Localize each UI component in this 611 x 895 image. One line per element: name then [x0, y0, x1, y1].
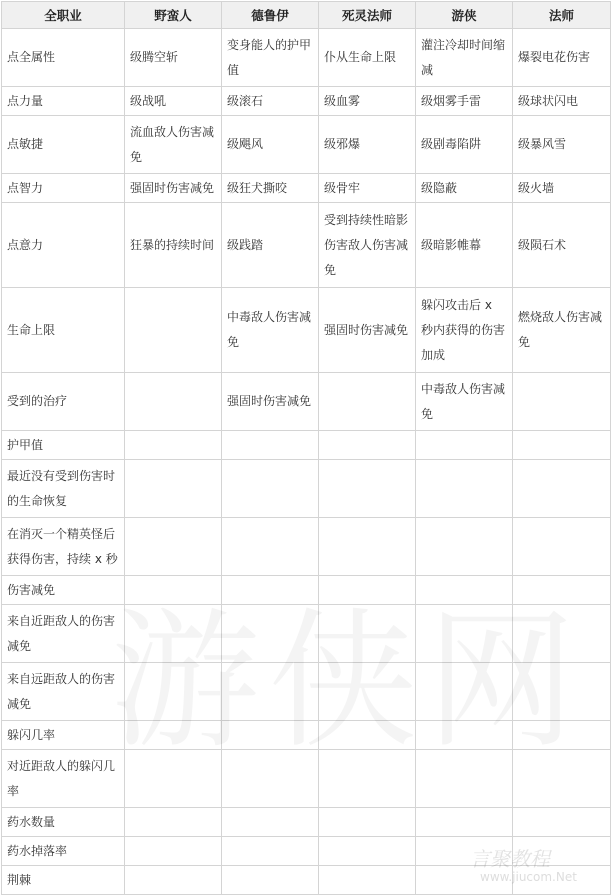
table-cell: 级火墙: [513, 174, 611, 203]
table-cell: [416, 866, 513, 895]
table-cell: [319, 431, 416, 460]
row-label-cell: 躲闪几率: [2, 721, 125, 750]
table-cell: [513, 373, 611, 431]
header-necromancer: 死灵法师: [319, 2, 416, 29]
header-all-classes: 全职业: [2, 2, 125, 29]
table-cell: 级剧毒陷阱: [416, 116, 513, 174]
table-row: [2, 866, 611, 895]
table-cell: [513, 721, 611, 750]
table-cell: [222, 431, 319, 460]
table-cell: [513, 518, 611, 576]
table-cell: [319, 460, 416, 518]
row-label-cell: 在消灭一个精英怪后获得伤害，持续 x 秒: [2, 518, 125, 576]
table-cell: [319, 721, 416, 750]
table-cell: [222, 663, 319, 721]
table-cell: [513, 576, 611, 605]
table-cell: [319, 576, 416, 605]
row-label-cell: 对近距敌人的躲闪几率: [2, 750, 125, 808]
table-cell: [416, 460, 513, 518]
table-row: [2, 431, 611, 460]
row-label-cell: 来自远距敌人的伤害减免: [2, 663, 125, 721]
table-cell: [222, 750, 319, 808]
table-cell: [416, 605, 513, 663]
table-cell: 中毒敌人伤害减免: [416, 373, 513, 431]
table-row: [2, 721, 611, 750]
row-label-cell: 点力量: [2, 87, 125, 116]
table-cell: [222, 808, 319, 837]
table-cell: [513, 808, 611, 837]
table-cell: 级践踏: [222, 203, 319, 288]
table-row: [2, 837, 611, 866]
row-label-cell: 荆棘: [2, 866, 125, 895]
row-label-cell: 伤害减免: [2, 576, 125, 605]
table-cell: [125, 721, 222, 750]
table-cell: [125, 808, 222, 837]
table-cell: [125, 837, 222, 866]
table-cell: [125, 866, 222, 895]
stats-table: [1, 1, 611, 895]
table-row: [2, 663, 611, 721]
table-cell: [125, 663, 222, 721]
table-header-row: [2, 2, 611, 29]
table-row: [2, 373, 611, 431]
table-cell: 级暗影帷幕: [416, 203, 513, 288]
header-sorcerer: 法师: [513, 2, 611, 29]
table-cell: [416, 576, 513, 605]
table-cell: 级陨石术: [513, 203, 611, 288]
table-cell: 级狂犬撕咬: [222, 174, 319, 203]
table-cell: [416, 663, 513, 721]
table-cell: 受到持续性暗影伤害敌人伤害减免: [319, 203, 416, 288]
watermark-url: www.jiucom.Net: [480, 870, 577, 884]
table-cell: 级暴风雪: [513, 116, 611, 174]
table-row: [2, 174, 611, 203]
table-cell: [416, 837, 513, 866]
row-label-cell: 点全属性: [2, 29, 125, 87]
table-cell: [222, 518, 319, 576]
table-cell: 狂暴的持续时间: [125, 203, 222, 288]
row-label-cell: 点敏捷: [2, 116, 125, 174]
row-label-cell: 来自近距敌人的伤害减免: [2, 605, 125, 663]
table-row: [2, 605, 611, 663]
table-cell: [513, 750, 611, 808]
header-barbarian: 野蛮人: [125, 2, 222, 29]
row-label-cell: 药水数量: [2, 808, 125, 837]
table-row: [2, 203, 611, 288]
table-cell: [319, 663, 416, 721]
table-cell: [513, 866, 611, 895]
table-cell: [222, 837, 319, 866]
table-cell: [319, 605, 416, 663]
row-label-cell: 药水掉落率: [2, 837, 125, 866]
table-cell: 级滚石: [222, 87, 319, 116]
table-cell: [125, 605, 222, 663]
table-cell: [416, 431, 513, 460]
table-cell: [319, 837, 416, 866]
table-cell: [416, 721, 513, 750]
table-cell: [125, 460, 222, 518]
header-rogue: 游侠: [416, 2, 513, 29]
table-cell: 灌注冷却时间缩减: [416, 29, 513, 87]
table-cell: 级邪爆: [319, 116, 416, 174]
table-body: [2, 29, 611, 895]
row-label-cell: 受到的治疗: [2, 373, 125, 431]
table-cell: 强固时伤害减免: [319, 288, 416, 373]
table-cell: [125, 431, 222, 460]
header-druid: 德鲁伊: [222, 2, 319, 29]
table-cell: [222, 460, 319, 518]
table-cell: [125, 576, 222, 605]
table-row: [2, 518, 611, 576]
table-row: [2, 808, 611, 837]
table-cell: 强固时伤害减免: [222, 373, 319, 431]
table-cell: 级隐蔽: [416, 174, 513, 203]
table-cell: [125, 373, 222, 431]
table-cell: [222, 605, 319, 663]
table-cell: [319, 518, 416, 576]
table-cell: 仆从生命上限: [319, 29, 416, 87]
row-label-cell: 生命上限: [2, 288, 125, 373]
table-cell: [222, 576, 319, 605]
table-cell: [319, 866, 416, 895]
table-cell: [319, 750, 416, 808]
table-cell: 级战吼: [125, 87, 222, 116]
table-cell: [513, 431, 611, 460]
table-cell: 级烟雾手雷: [416, 87, 513, 116]
table-cell: [416, 808, 513, 837]
row-label-cell: 点意力: [2, 203, 125, 288]
row-label-cell: 点智力: [2, 174, 125, 203]
table-row: [2, 87, 611, 116]
table-cell: 燃烧敌人伤害减免: [513, 288, 611, 373]
table-cell: 中毒敌人伤害减免: [222, 288, 319, 373]
table-cell: [513, 460, 611, 518]
table-cell: [125, 518, 222, 576]
table-cell: [416, 750, 513, 808]
table-cell: 级腾空斩: [125, 29, 222, 87]
table-cell: 级飓风: [222, 116, 319, 174]
table-cell: 级骨牢: [319, 174, 416, 203]
table-cell: 流血敌人伤害减免: [125, 116, 222, 174]
table-row: [2, 29, 611, 87]
table-row: [2, 750, 611, 808]
table-cell: [513, 837, 611, 866]
table-row: [2, 576, 611, 605]
table-row: [2, 288, 611, 373]
table-cell: [222, 721, 319, 750]
table-cell: 躲闪攻击后 x 秒内获得的伤害加成: [416, 288, 513, 373]
row-label-cell: 护甲值: [2, 431, 125, 460]
table-cell: [222, 866, 319, 895]
table-cell: 级血雾: [319, 87, 416, 116]
table-cell: 变身能人的护甲值: [222, 29, 319, 87]
table-row: [2, 460, 611, 518]
table-cell: 强固时伤害减免: [125, 174, 222, 203]
table-row: [2, 116, 611, 174]
table-cell: [125, 750, 222, 808]
table-cell: 爆裂电花伤害: [513, 29, 611, 87]
table-cell: [416, 518, 513, 576]
table-cell: [513, 663, 611, 721]
row-label-cell: 最近没有受到伤害时的生命恢复: [2, 460, 125, 518]
table-cell: [513, 605, 611, 663]
table-cell: 级球状闪电: [513, 87, 611, 116]
table-cell: [319, 808, 416, 837]
table-cell: [125, 288, 222, 373]
watermark-site-name: 言聚教程: [470, 847, 550, 871]
table-cell: [319, 373, 416, 431]
